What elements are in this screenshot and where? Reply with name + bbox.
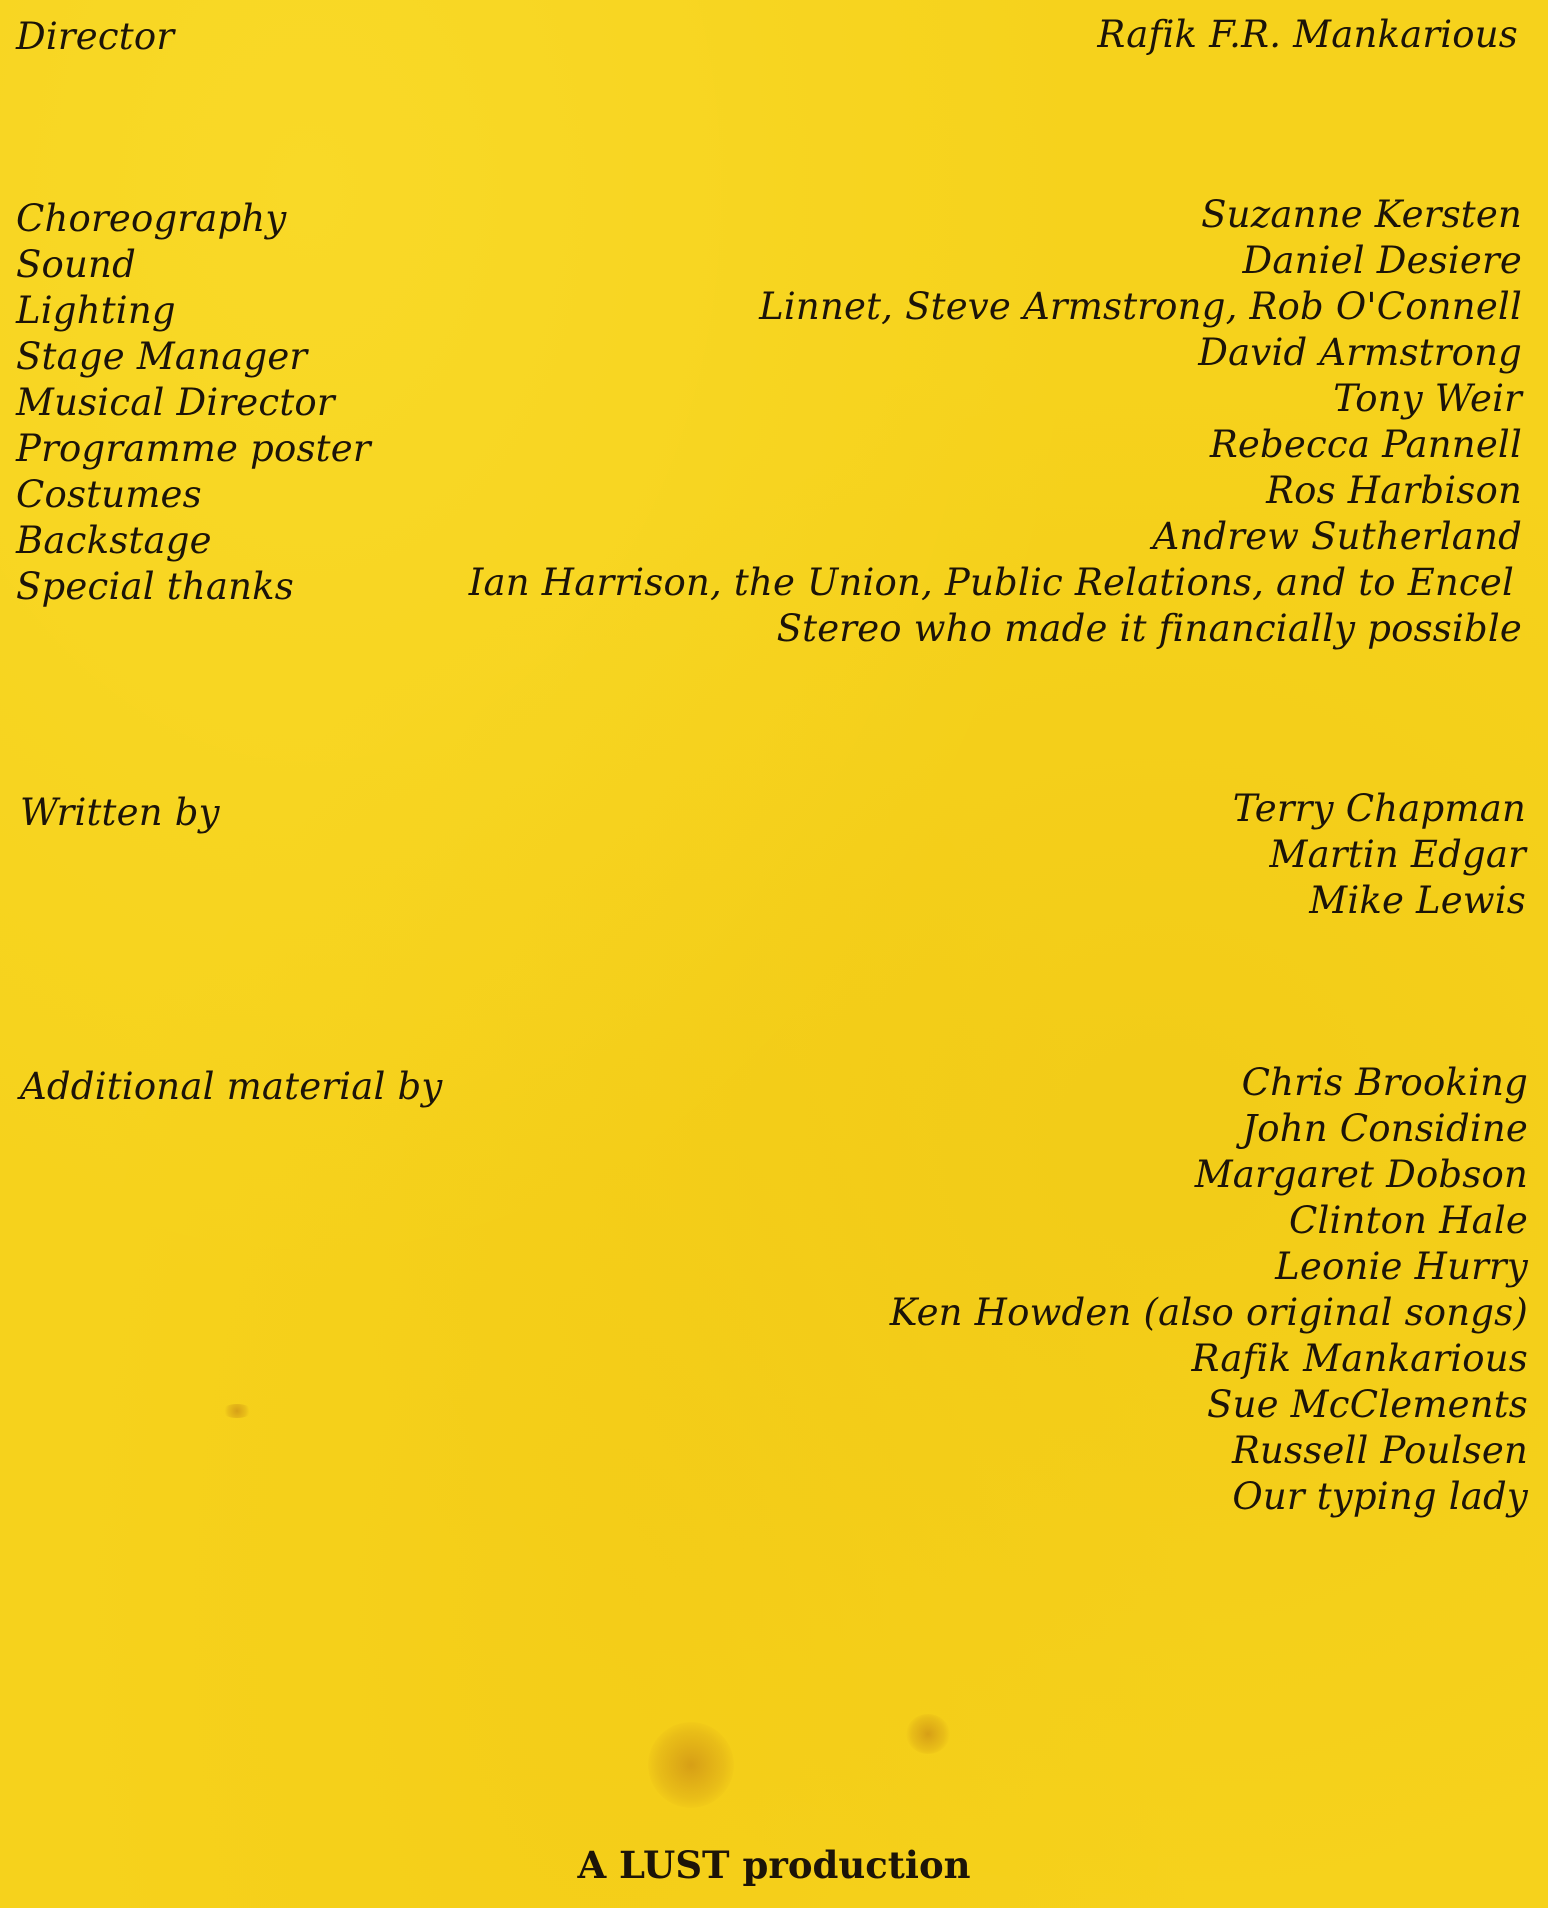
contributor-name: Margaret Dobson	[1194, 1153, 1528, 1196]
paper-stain	[906, 1714, 950, 1754]
contributor-name: Rafik Mankarious	[1191, 1337, 1528, 1380]
director-name: Rafik F.R. Mankarious	[1097, 13, 1518, 56]
credit-label-programme-poster: Programme poster	[16, 427, 371, 470]
paper-stain	[648, 1722, 734, 1808]
credit-value-special-thanks: Ian Harrison, the Union, Public Relations, and to Encel	[468, 561, 1514, 604]
credit-value-lighting: Linnet, Steve Armstrong, Rob O'Connell	[759, 285, 1522, 328]
production-credit: A LUST production	[577, 1843, 971, 1887]
credit-label-special-thanks: Special thanks	[16, 565, 294, 608]
credit-label-sound: Sound	[16, 243, 136, 286]
contributor-name: Leonie Hurry	[1275, 1245, 1528, 1288]
writer-name: Martin Edgar	[1269, 833, 1526, 876]
credit-label-stage-manager: Stage Manager	[16, 335, 308, 378]
contributor-name: Sue McClements	[1207, 1383, 1528, 1426]
writer-name: Terry Chapman	[1232, 787, 1526, 830]
credit-label-costumes: Costumes	[16, 473, 202, 516]
credit-value-special-thanks-continued: Stereo who made it financially possible	[776, 607, 1522, 650]
credit-label-backstage: Backstage	[16, 519, 212, 562]
credit-value-costumes: Ros Harbison	[1266, 469, 1522, 512]
credit-value-programme-poster: Rebecca Pannell	[1209, 423, 1522, 466]
credit-label-musical-director: Musical Director	[16, 381, 335, 424]
contributor-name: Clinton Hale	[1289, 1199, 1528, 1242]
contributor-name: John Considine	[1242, 1107, 1528, 1150]
credit-value-sound: Daniel Desiere	[1242, 239, 1522, 282]
credit-value-musical-director: Tony Weir	[1333, 377, 1522, 420]
credit-value-choreography: Suzanne Kersten	[1201, 193, 1522, 236]
credit-label-choreography: Choreography	[16, 197, 287, 240]
credit-value-stage-manager: David Armstrong	[1198, 331, 1522, 374]
contributor-name: Our typing lady	[1232, 1475, 1528, 1518]
credit-value-backstage: Andrew Sutherland	[1152, 515, 1522, 558]
paper-stain	[222, 1404, 252, 1418]
written-by-label: Written by	[20, 791, 220, 834]
director-label: Director	[16, 15, 175, 58]
contributor-name: Russell Poulsen	[1231, 1429, 1528, 1472]
additional-material-label: Additional material by	[20, 1065, 443, 1108]
credit-label-lighting: Lighting	[16, 289, 176, 332]
contributor-name: Chris Brooking	[1241, 1061, 1528, 1104]
writer-name: Mike Lewis	[1309, 879, 1526, 922]
contributor-name: Ken Howden (also original songs)	[889, 1291, 1528, 1334]
